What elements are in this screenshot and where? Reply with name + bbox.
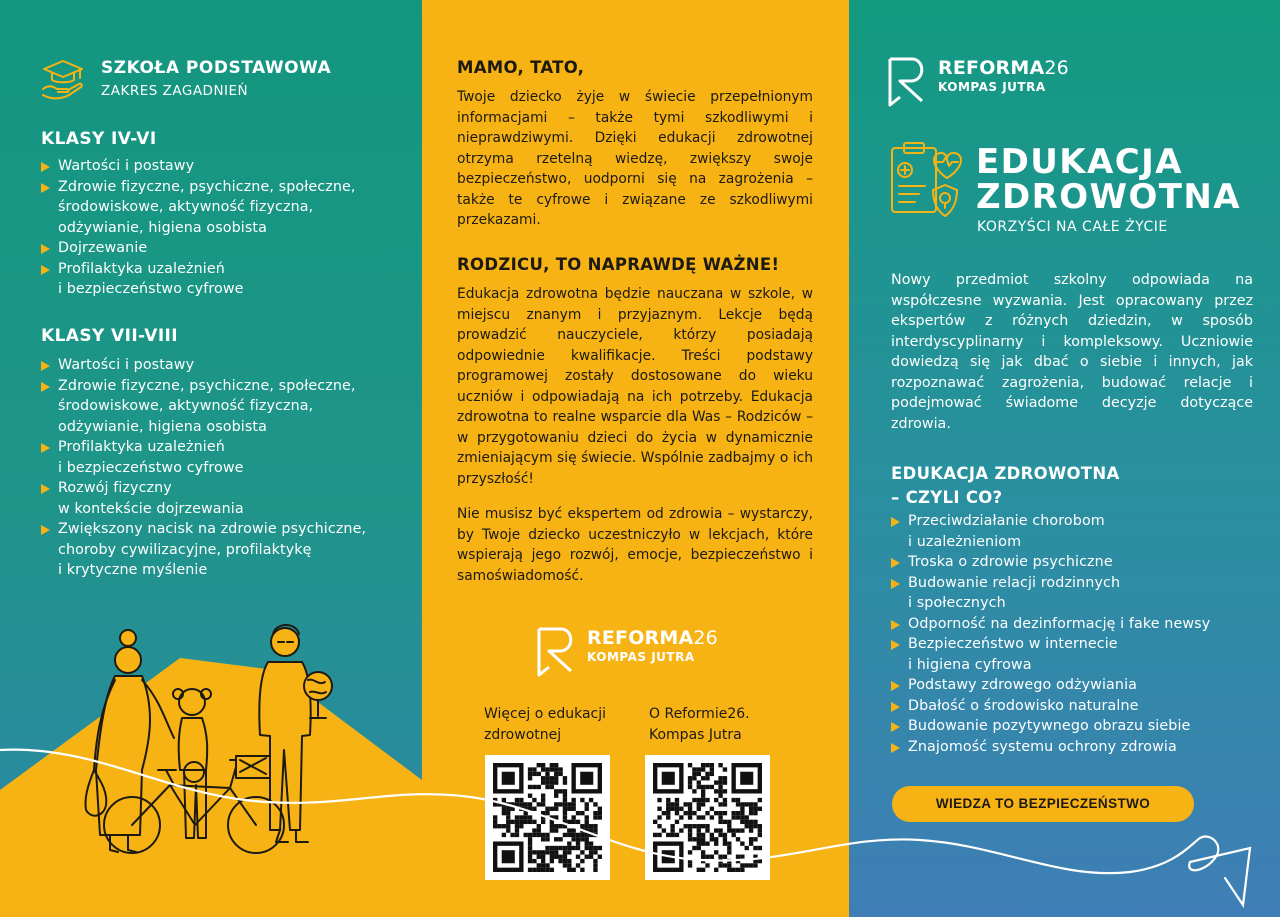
bullet-arrow-icon <box>891 620 900 630</box>
list-item-text: odżywianie, higiena osobista <box>58 418 267 435</box>
list-item-text: Budowanie relacji rodzinnych <box>908 574 1121 591</box>
bullet-arrow-icon <box>41 183 50 193</box>
list-item-text: Znajomość systemu ochrony zdrowia <box>908 738 1177 755</box>
list-item-text: i społecznych <box>908 595 1006 611</box>
list-item-text: Budowanie pozytywnego obrazu siebie <box>908 718 1191 734</box>
list-item-text: choroby cywilizacyjne, profilaktykę <box>58 541 312 558</box>
list-item <box>41 437 416 478</box>
logo-name: REFORMA26 <box>587 627 718 649</box>
list-item-text: Wartości i postawy <box>58 357 195 373</box>
reforma-logo <box>886 55 1086 113</box>
list-item-text: Profilaktyka uzależnień <box>58 260 225 277</box>
qr-code <box>653 763 762 872</box>
bullet-arrow-icon <box>41 525 50 535</box>
list-item <box>891 573 1261 614</box>
bullet-arrow-icon <box>41 244 50 254</box>
list-item-text: środowiskowe, aktywność fizyczna, <box>58 199 314 215</box>
heading-rodzicu: RODZICU, TO NAPRAWDĘ WAŻNE! <box>457 255 780 274</box>
bullet-arrow-icon <box>41 443 50 453</box>
logo-tagline: KOMPAS JUTRA <box>587 650 695 664</box>
list-item-text: Zdrowie fizyczne, psychiczne, społeczne, <box>58 178 356 195</box>
list-item <box>891 696 1261 717</box>
list-item <box>41 376 416 438</box>
list-item-text: Zwiększony nacisk na zdrowie psychiczne, <box>58 521 367 537</box>
reforma-logo <box>535 625 735 683</box>
paragraph-rodzicu: Edukacja zdrowotna będzie nauczana w szkole, w miejscu znanym i przyjaznym. Lekcje będą prowadzić nauczyciele, którzy posiadają odpowiednie kwalifikacje. Treści podstawy programowej zostały dostosowane do wieku uczniów i odpowiadają na ich potrzeby. Edukacja zdrowotna to realne wsparcie dla Was – Rodziców – w przygotowaniu dzieci do życia w dynamicznie zmieniającym się świecie. Wspólnie zadbajmy o ich przyszłość! <box>457 286 813 487</box>
bullet-arrow-icon <box>891 722 900 732</box>
list-item <box>41 156 411 177</box>
logo-tagline: KOMPAS JUTRA <box>938 80 1046 94</box>
list-item-text: Dbałość o środowisko naturalne <box>908 697 1139 714</box>
clipboard-heart-shield-icon <box>889 140 967 226</box>
list-item <box>41 355 416 376</box>
page-title: EDUKACJA ZDROWOTNA <box>976 142 1241 217</box>
bullet-arrow-icon <box>41 484 50 494</box>
list-item-text: i bezpieczeństwo cyfrowe <box>58 459 244 476</box>
list-klasy-vii-viii <box>41 355 416 581</box>
bullet-arrow-icon <box>891 702 900 712</box>
list-item <box>41 478 416 519</box>
school-subtitle: ZAKRES ZAGADNIEŃ <box>101 83 249 99</box>
qr-left-label: Więcej o edukacji zdrowotnej <box>484 706 606 743</box>
bullet-arrow-icon <box>891 517 900 527</box>
list-item-text: Wartości i postawy <box>58 158 195 174</box>
list-item <box>41 177 411 239</box>
list-item-text: Troska o zdrowie psychiczne <box>908 554 1113 570</box>
list-item <box>41 238 411 259</box>
graduation-cap-hands-icon <box>40 55 86 101</box>
right-panel <box>849 0 1280 917</box>
heading-klasy-vii-viii: KLASY VII-VIII <box>41 326 178 346</box>
bullet-arrow-icon <box>41 361 50 371</box>
list-item <box>891 634 1261 675</box>
list-item-text: odżywianie, higiena osobista <box>58 219 267 236</box>
list-item-text: Podstawy zdrowego odżywiania <box>908 677 1138 693</box>
left-panel <box>0 0 422 917</box>
list-item <box>41 519 416 581</box>
list-item-text: Profilaktyka uzależnień <box>58 439 225 455</box>
paragraph-ekspert: Nie musisz być ekspertem od zdrowia – wystarczy, by Twoje dziecko uczestniczyło w lekcjach, które wspierają jego rozwój, emocje, bezpieczeństwo i samoświadomość. <box>457 506 813 584</box>
reforma-logo-icon <box>886 55 934 113</box>
list-korzysci <box>891 511 1261 757</box>
qr-code-reforma[interactable] <box>645 755 770 880</box>
list-item <box>891 716 1261 737</box>
paragraph-nowy-przedmiot: Nowy przedmiot szkolny odpowiada na współczesne wyzwania. Jest opracowany przez ekspertów z różnych dziedzin, w sposób interdyscyplinarny i kompleksowy. Uczniowie dowiedzą się jak dbać o siebie i innych, jak rozpoznawać zagrożenia, budować relacje i podejmować świadome decyzje dotyczące zdrowia. <box>891 272 1253 432</box>
list-item <box>891 511 1261 552</box>
bullet-arrow-icon <box>891 640 900 650</box>
list-item-text: i uzależnieniom <box>908 533 1022 550</box>
heading-mamo-tato: MAMO, TATO, <box>457 58 585 77</box>
middle-panel <box>422 0 849 917</box>
list-item-text: Bezpieczeństwo w internecie <box>908 636 1118 652</box>
wiedza-to-bezpieczenstwo-button[interactable]: WIEDZA TO BEZPIECZEŃSTWO <box>892 786 1194 822</box>
list-item-text: i higiena cyfrowa <box>908 656 1032 673</box>
bullet-arrow-icon <box>891 579 900 589</box>
list-item <box>891 737 1261 758</box>
logo-name: REFORMA26 <box>938 57 1069 79</box>
qr-code-edukacja[interactable] <box>485 755 610 880</box>
school-title: SZKOŁA PODSTAWOWA <box>101 58 332 78</box>
list-item <box>891 552 1261 573</box>
list-item-text: Zdrowie fizyczne, psychiczne, społeczne, <box>58 377 356 394</box>
list-klasy-iv-vi <box>41 156 411 300</box>
list-item <box>41 259 411 300</box>
bullet-arrow-icon <box>41 265 50 275</box>
bullet-arrow-icon <box>891 558 900 568</box>
list-item-text: w kontekście dojrzewania <box>58 500 244 517</box>
qr-right-label: O Reformie26. Kompas Jutra <box>649 706 750 743</box>
paragraph-intro: Twoje dziecko żyje w świecie przepełnionym informacjami – także tymi szkodliwymi i nieprawdziwymi. Dzięki edukacji zdrowotnej otrzyma rzetelną wiedzę, zwiększy swoje bezpieczeństwo, uodporni się na zagrożenia – także te cyfrowe i związane ze szkodliwymi przekazami. <box>457 89 813 228</box>
heading-klasy-iv-vi: KLASY IV-VI <box>41 129 157 149</box>
list-item <box>891 614 1261 635</box>
list-item-text: i krytyczne myślenie <box>58 562 208 578</box>
bullet-arrow-icon <box>891 681 900 691</box>
qr-code <box>493 763 602 872</box>
heading-czyli-co: EDUKACJA ZDROWOTNA – CZYLI CO? <box>891 464 1120 507</box>
list-item-text: Odporność na dezinformację i fake newsy <box>908 615 1211 632</box>
list-item-text: i bezpieczeństwo cyfrowe <box>58 281 244 297</box>
bullet-arrow-icon <box>891 743 900 753</box>
list-item <box>891 675 1261 696</box>
bullet-arrow-icon <box>41 382 50 392</box>
page-subtitle: KORZYŚCI NA CAŁE ŻYCIE <box>977 219 1168 235</box>
list-item-text: środowiskowe, aktywność fizyczna, <box>58 398 314 414</box>
list-item-text: Dojrzewanie <box>58 240 148 256</box>
reforma-logo-icon <box>535 625 583 683</box>
list-item-text: Przeciwdziałanie chorobom <box>908 513 1105 529</box>
family-bicycle-illustration <box>70 620 370 865</box>
list-item-text: Rozwój fizyczny <box>58 480 172 496</box>
bullet-arrow-icon <box>41 162 50 172</box>
